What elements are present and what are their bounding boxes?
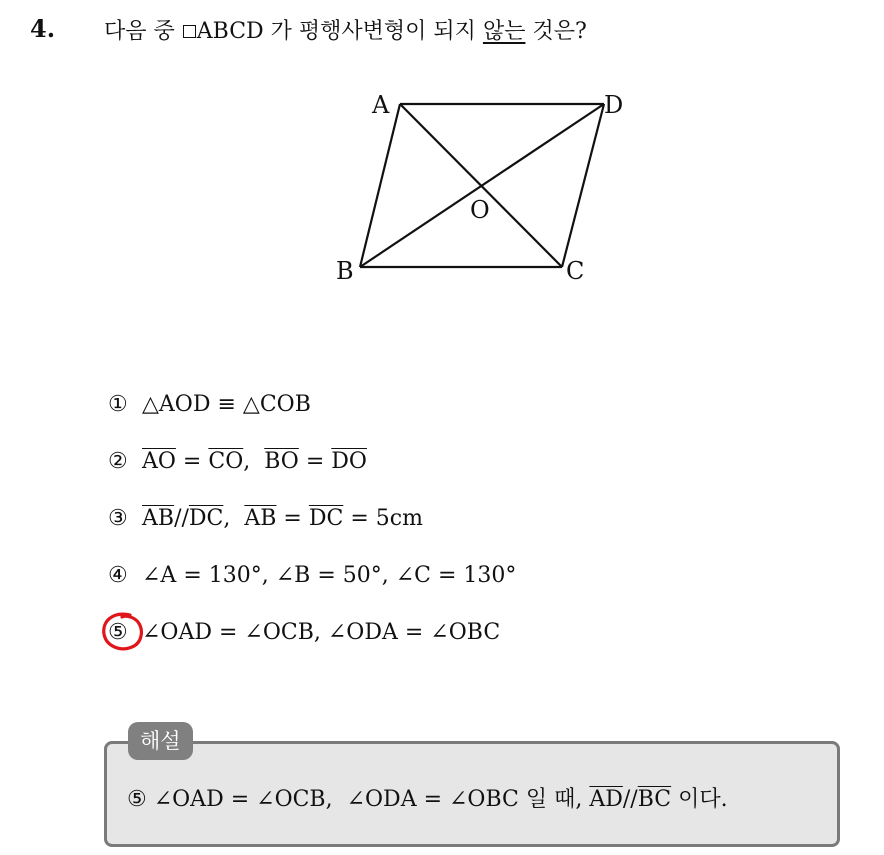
choice-3[interactable] [108, 490, 516, 547]
choice-list [108, 376, 516, 661]
choice-marker: ③ [108, 506, 128, 531]
question-text-before: 다음 중 [104, 19, 175, 44]
segment-ad: $\overline{AD}$ [589, 787, 623, 812]
separator: , [223, 506, 245, 531]
explanation-end: 이다. [671, 787, 728, 812]
segment-co: $\overline{CO}$ [208, 449, 244, 474]
side-ba [360, 104, 400, 267]
choice-5[interactable] [108, 604, 516, 661]
choice-marker: ② [108, 449, 128, 474]
choice-2[interactable] [108, 433, 516, 490]
segment-do: $\overline{DO}$ [331, 449, 367, 474]
segment-bo: $\overline{BO}$ [264, 449, 299, 474]
vertex-label-d: D [604, 91, 624, 119]
question-text-after: 것은? [532, 19, 587, 44]
vertex-label-a: A [372, 91, 390, 119]
segment-dc: $\overline{DC}$ [188, 506, 224, 531]
explanation-main: ⑤ ∠OAD = ∠OCB, ∠ODA = ∠OBC 일 때, [127, 787, 590, 812]
length-value: = 5cm [343, 506, 423, 531]
segment-bc: $\overline{BC}$ [637, 787, 672, 812]
question-underlined-word: 않는 [482, 19, 526, 44]
equals-sign: = [298, 449, 332, 474]
parallel-sign: // [622, 787, 638, 812]
explanation-tab: 해설 [128, 722, 193, 760]
choice-1[interactable] [108, 376, 516, 433]
parallelogram-figure [0, 0, 884, 320]
center-label-o: O [470, 196, 490, 224]
segment-ao: $\overline{AO}$ [142, 449, 176, 474]
segment-ab: $\overline{AB}$ [244, 506, 277, 531]
parallel-sign: // [174, 506, 189, 531]
choice-marker: ④ [108, 563, 128, 588]
choice-marker: ⑤ [108, 620, 128, 645]
equals-sign: = [276, 506, 309, 531]
equals-sign: = [175, 449, 209, 474]
explanation-box [104, 741, 840, 847]
choice-4[interactable] [108, 547, 516, 604]
separator: , [243, 449, 265, 474]
question-number: 4. [30, 14, 56, 43]
choice-text: △AOD ≡ △COB [142, 392, 311, 417]
choice-text: ∠OAD = ∠OCB, ∠ODA = ∠OBC [142, 620, 501, 645]
choice-text: ∠A = 130°, ∠B = 50°, ∠C = 130° [142, 563, 517, 588]
question-shape-name: ABCD 가 평행사변형이 되지 [196, 19, 476, 44]
vertex-label-c: C [566, 257, 585, 285]
segment-dc: $\overline{DC}$ [308, 506, 344, 531]
choice-marker: ① [108, 392, 128, 417]
segment-ab: $\overline{AB}$ [142, 506, 175, 531]
vertex-label-b: B [336, 257, 354, 285]
explanation-text [127, 782, 728, 813]
